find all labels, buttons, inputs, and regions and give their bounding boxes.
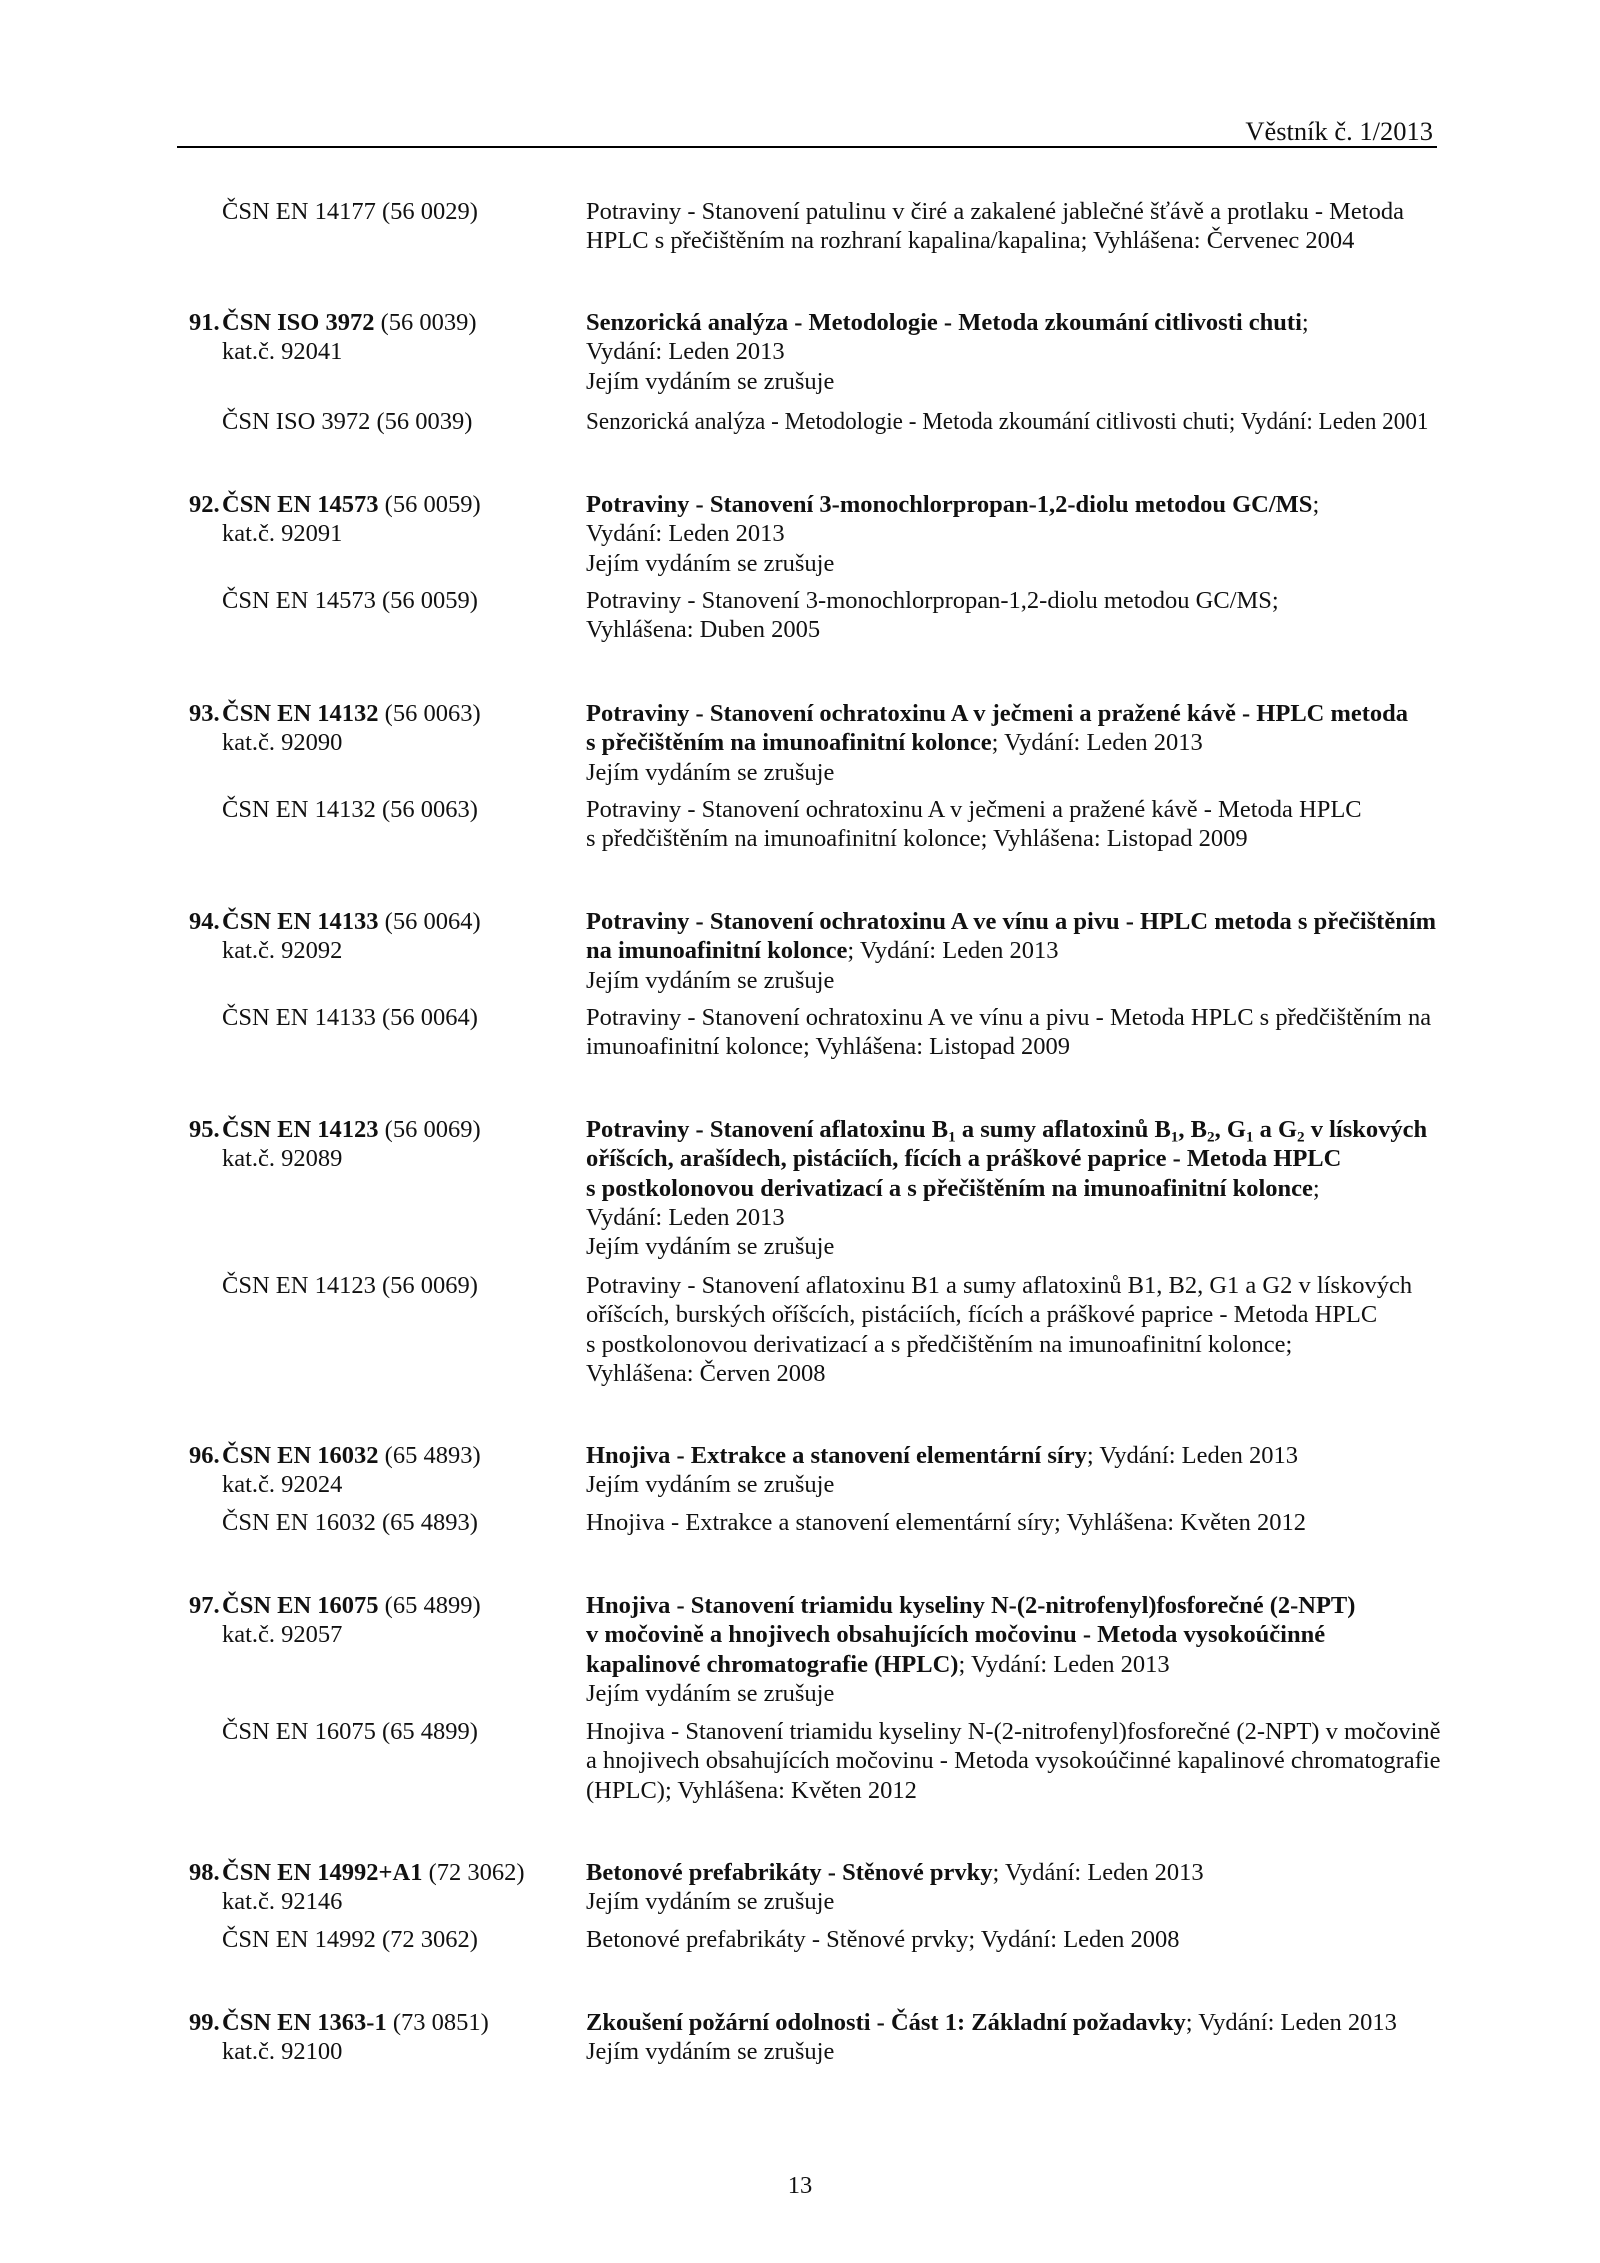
entry-number: 99. <box>189 2009 220 2036</box>
cancellation-note: Jejím vydáním se zrušuje <box>586 2038 835 2066</box>
title-text: a sumy aflatoxinů B <box>955 1116 1171 1143</box>
entry-designation <box>222 1115 481 1174</box>
entry-designation <box>222 1591 481 1650</box>
subscript: 2 <box>1297 1128 1305 1146</box>
designation-line <box>222 308 477 337</box>
standard-title: v močovině a hnojivech obsahujících močovinu - Metoda vysokoúčinné <box>586 1621 1326 1649</box>
catalog-number: kat.č. 92146 <box>222 1888 343 1916</box>
title-text: Potraviny - Stanovení aflatoxinu B <box>586 1116 949 1143</box>
description-line: Potraviny - Stanovení ochratoxinu A v ječmeni a pražené kávě - Metoda HPLC <box>586 796 1362 823</box>
cancellation-note: Jejím vydáním se zrušuje <box>586 1233 835 1261</box>
issue-date: Vydání: Leden 2013 <box>586 338 785 366</box>
standard-title: na imunoafinitní kolonce <box>586 937 848 965</box>
title-line <box>586 308 1309 337</box>
cancellation-note: Jejím vydáním se zrušuje <box>586 1888 835 1916</box>
subscript: 1 <box>1170 1128 1179 1146</box>
page-header-title: Věstník č. 1/2013 <box>1245 116 1433 146</box>
classification-number: (56 0064) <box>384 908 481 935</box>
catalog-number: kat.č. 92057 <box>222 1621 343 1649</box>
title-line <box>586 1650 1355 1679</box>
replaced-description <box>586 795 1362 854</box>
entry-description <box>586 907 1436 995</box>
subscript: 1 <box>948 1128 956 1146</box>
entry-description <box>586 490 1319 578</box>
cancellation-note: Jejím vydáním se zrušuje <box>586 758 835 786</box>
designation-line <box>222 1115 481 1144</box>
entry-number: 93. <box>189 700 220 727</box>
title-text: , B <box>1178 1116 1207 1143</box>
catalog-number: kat.č. 92024 <box>222 1471 343 1499</box>
standard-title: Betonové prefabrikáty - Stěnové prvky <box>586 1859 993 1886</box>
classification-number: (65 4893) <box>384 1442 481 1469</box>
replaced-code: ČSN ISO 3972 (56 0039) <box>222 408 473 435</box>
entry-number: 97. <box>189 1592 220 1619</box>
standard-title: Hnojiva - Stanovení triamidu kyseliny N-(2-nitrofenyl)fosforečné (2-NPT) <box>586 1592 1356 1619</box>
description-line: Potraviny - Stanovení aflatoxinu B1 a sumy aflatoxinů B1, B2, G1 a G2 v lískových <box>586 1272 1413 1299</box>
title-line <box>586 728 1408 757</box>
entry-number: 94. <box>189 908 220 935</box>
title-suffix: ; Vydání: Leden 2013 <box>992 1859 1204 1886</box>
standard-title: Zkoušení požární odolnosti - Část 1: Základní požadavky <box>586 2009 1186 2036</box>
description-line: a hnojivech obsahujících močovinu - Metoda vysokoúčinné kapalinové chromatografie <box>586 1747 1441 1775</box>
entry-description <box>586 2008 1397 2067</box>
entry-designation <box>222 490 481 549</box>
designation-line <box>222 2008 489 2037</box>
cancellation-note: Jejím vydáním se zrušuje <box>586 1471 835 1499</box>
classification-number: (56 0039) <box>380 309 477 336</box>
catalog-number: kat.č. 92091 <box>222 520 343 548</box>
description-line: Hnojiva - Extrakce a stanovení elementární síry; Vyhlášena: Květen 2012 <box>586 1509 1307 1536</box>
title-text: , G <box>1214 1116 1246 1143</box>
title-suffix: ; <box>1312 491 1320 518</box>
standard-title <box>586 1116 1428 1146</box>
classification-number: (65 4899) <box>384 1592 481 1619</box>
standard-title: s postkolonovou derivatizací a s přečištěním na imunoafinitní kolonce <box>586 1174 1313 1202</box>
header-rule <box>177 146 1437 148</box>
title-suffix: ; Vydání: Leden 2013 <box>1185 2009 1397 2036</box>
replaced-description <box>586 1271 1412 1388</box>
title-suffix: ; Vydání: Leden 2013 <box>847 937 1059 965</box>
title-suffix: ; Vydání: Leden 2013 <box>958 1650 1170 1678</box>
description-line: Potraviny - Stanovení patulinu v čiré a zakalené jablečné šťávě a protlaku - Metoda <box>586 198 1404 225</box>
standard-title: oříšcích, arašídech, pistáciích, fících a práškové paprice - Metoda HPLC <box>586 1145 1342 1173</box>
replaced-code: ČSN EN 14132 (56 0063) <box>222 796 478 823</box>
entry-description <box>586 1441 1298 1500</box>
catalog-number: kat.č. 92092 <box>222 937 343 965</box>
title-line <box>586 1144 1427 1173</box>
standard-title: Potraviny - Stanovení ochratoxinu A v ječmeni a pražené kávě - HPLC metoda <box>586 700 1409 727</box>
issue-date: Vydání: Leden 2013 <box>586 520 785 548</box>
title-line <box>586 1591 1355 1620</box>
classification-number: (72 3062) <box>428 1859 525 1886</box>
description-line-wrap <box>586 407 1478 436</box>
title-suffix: ; Vydání: Leden 2013 <box>991 729 1203 757</box>
designation-line <box>222 1441 481 1470</box>
entry-designation <box>222 1441 481 1500</box>
description-line: oříšcích, burských oříšcích, pistáciích, fících a práškové paprice - Metoda HPLC <box>586 1301 1378 1329</box>
title-suffix: ; Vydání: Leden 2013 <box>1086 1442 1298 1469</box>
standard-code: ČSN ISO 3972 <box>222 309 375 336</box>
title-suffix: ; <box>1301 309 1309 336</box>
catalog-number: kat.č. 92041 <box>222 338 343 366</box>
entry-designation <box>222 907 481 966</box>
title-line <box>586 1441 1298 1470</box>
replaced-code: ČSN EN 14177 (56 0029) <box>222 198 478 225</box>
entry-description <box>586 699 1408 787</box>
description-line: Potraviny - Stanovení ochratoxinu A ve vínu a pivu - Metoda HPLC s předčištěním na <box>586 1004 1432 1031</box>
replaced-code: ČSN EN 14992 (72 3062) <box>222 1926 478 1953</box>
standard-title: Potraviny - Stanovení ochratoxinu A ve vínu a pivu - HPLC metoda s přečištěním <box>586 908 1437 935</box>
standard-code: ČSN EN 14132 <box>222 700 379 727</box>
description-line: Vyhlášena: Červen 2008 <box>586 1359 826 1387</box>
catalog-number: kat.č. 92090 <box>222 729 343 757</box>
designation-line <box>222 1858 525 1887</box>
description-line: Vyhlášena: Duben 2005 <box>586 616 821 644</box>
subscript: 2 <box>1206 1128 1215 1146</box>
replaced-description <box>586 1508 1306 1537</box>
standard-code: ČSN EN 1363-1 <box>222 2009 387 2036</box>
standard-code: ČSN EN 14133 <box>222 908 379 935</box>
catalog-number: kat.č. 92100 <box>222 2038 343 2066</box>
description-line: (HPLC); Vyhlášena: Květen 2012 <box>586 1776 917 1804</box>
entry-number: 91. <box>189 309 220 336</box>
description-line: imunoafinitní kolonce; Vyhlášena: Listopad 2009 <box>586 1033 1071 1061</box>
replaced-description <box>586 1717 1441 1805</box>
entry-number: 95. <box>189 1116 220 1143</box>
title-line <box>586 699 1408 728</box>
standard-title: Senzorická analýza - Metodologie - Metoda zkoumání citlivosti chuti <box>586 309 1302 336</box>
standard-title: s přečištěním na imunoafinitní kolonce <box>586 729 992 757</box>
title-line <box>586 907 1436 936</box>
description-line: Potraviny - Stanovení 3-monochlorpropan-1,2-diolu metodou GC/MS; <box>586 587 1279 614</box>
replaced-description <box>586 1003 1431 1062</box>
designation-line <box>222 490 481 519</box>
designation-line <box>222 907 481 936</box>
standard-code: ČSN EN 16075 <box>222 1592 379 1619</box>
standard-code: ČSN EN 14992+A1 <box>222 1859 423 1886</box>
replaced-description <box>586 1925 1180 1954</box>
classification-number: (56 0063) <box>384 700 481 727</box>
description-line: Hnojiva - Stanovení triamidu kyseliny N-(2-nitrofenyl)fosforečné (2-NPT) v močovině <box>586 1718 1441 1745</box>
title-line <box>586 1115 1427 1144</box>
replaced-code: ČSN EN 14133 (56 0064) <box>222 1004 478 1031</box>
replaced-code: ČSN EN 16032 (65 4893) <box>222 1509 478 1536</box>
classification-number: (56 0069) <box>384 1116 481 1143</box>
replaced-code: ČSN EN 16075 (65 4899) <box>222 1718 478 1745</box>
standard-code: ČSN EN 14573 <box>222 491 379 518</box>
entry-number: 96. <box>189 1442 220 1469</box>
entry-description <box>586 1591 1355 1708</box>
description-line: HPLC s přečištěním na rozhraní kapalina/kapalina; Vyhlášena: Červenec 2004 <box>586 227 1355 255</box>
title-line <box>586 1858 1204 1887</box>
cancellation-note: Jejím vydáním se zrušuje <box>586 367 835 395</box>
title-line <box>586 936 1436 965</box>
replaced-description <box>586 197 1404 256</box>
replaced-code: ČSN EN 14573 (56 0059) <box>222 587 478 614</box>
entry-designation <box>222 699 481 758</box>
replaced-code: ČSN EN 14123 (56 0069) <box>222 1272 478 1299</box>
designation-line <box>222 699 481 728</box>
entry-designation <box>222 1858 525 1917</box>
title-line <box>586 1174 1427 1203</box>
description-line: Betonové prefabrikáty - Stěnové prvky; Vydání: Leden 2008 <box>586 1926 1180 1953</box>
standard-code: ČSN EN 16032 <box>222 1442 379 1469</box>
title-line <box>586 2008 1397 2037</box>
entry-designation <box>222 308 477 367</box>
entry-designation <box>222 2008 489 2067</box>
description-line: s předčištěním na imunoafinitní kolonce; Vyhlášena: Listopad 2009 <box>586 825 1248 853</box>
issue-date: Vydání: Leden 2013 <box>586 1203 785 1231</box>
title-line <box>586 1620 1355 1649</box>
standard-title: kapalinové chromatografie (HPLC) <box>586 1650 959 1678</box>
entry-description <box>586 1858 1204 1917</box>
page-number: 13 <box>787 2172 813 2199</box>
standard-code: ČSN EN 14123 <box>222 1116 379 1143</box>
replaced-description <box>586 586 1279 645</box>
classification-number: (56 0059) <box>384 491 481 518</box>
cancellation-note: Jejím vydáním se zrušuje <box>586 549 835 577</box>
title-text: a G <box>1253 1116 1298 1143</box>
title-text: v lískových <box>1304 1116 1428 1143</box>
replaced-description <box>586 407 1478 436</box>
cancellation-note: Jejím vydáním se zrušuje <box>586 966 835 994</box>
description-line: s postkolonovou derivatizací a s předčištěním na imunoafinitní kolonce; <box>586 1330 1293 1358</box>
entry-number: 98. <box>189 1859 220 1886</box>
classification-number: (73 0851) <box>392 2009 489 2036</box>
title-line <box>586 490 1319 519</box>
description-line: Senzorická analýza - Metodologie - Metoda zkoumání citlivosti chuti; Vydání: Leden 2001 <box>586 408 1429 435</box>
entry-number: 92. <box>189 491 220 518</box>
entry-description <box>586 308 1309 396</box>
subscript: 1 <box>1245 1128 1254 1146</box>
entry-description <box>586 1115 1427 1261</box>
title-suffix: ; <box>1312 1174 1320 1202</box>
cancellation-note: Jejím vydáním se zrušuje <box>586 1679 835 1707</box>
standard-title: Hnojiva - Extrakce a stanovení elementární síry <box>586 1442 1087 1469</box>
catalog-number: kat.č. 92089 <box>222 1145 343 1173</box>
designation-line <box>222 1591 481 1620</box>
standard-title: Potraviny - Stanovení 3-monochlorpropan-1,2-diolu metodou GC/MS <box>586 491 1313 518</box>
